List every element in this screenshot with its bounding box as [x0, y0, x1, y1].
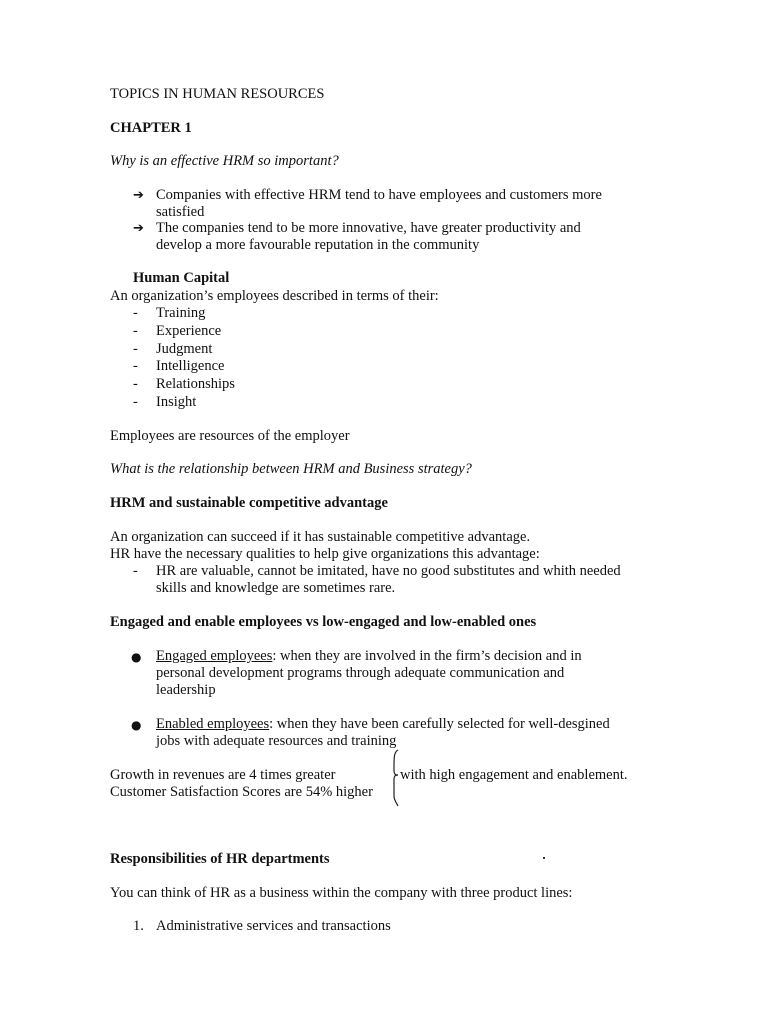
customer-satisfaction-text: Customer Satisfaction Scores are 54% higher — [110, 784, 373, 800]
list-item-text: jobs with adequate resources and training — [156, 733, 397, 749]
list-item-text — [156, 648, 582, 665]
list-item-text: HR are valuable, cannot be imitated, have no good substitutes and whith needed — [156, 563, 621, 579]
brace-annotation: with high engagement and enablement. — [400, 767, 628, 783]
list-item-text: Administrative services and transactions — [156, 918, 391, 934]
dash-marker: - — [133, 563, 138, 579]
dash-marker: - — [133, 394, 138, 410]
dash-marker: - — [133, 376, 138, 392]
term-definition: : when they are involved in the firm’s decision and in — [272, 648, 582, 664]
list-item-text: Companies with effective HRM tend to have employees and customers more — [156, 187, 602, 203]
section-heading-hrm-sca: HRM and sustainable competitive advantage — [110, 495, 388, 511]
list-item-text: satisfied — [156, 204, 205, 220]
list-item-text: leadership — [156, 682, 216, 698]
paragraph-line: HR have the necessary qualities to help give organizations this advantage: — [110, 546, 540, 562]
list-item-text: skills and knowledge are sometimes rare. — [156, 580, 396, 596]
list-item-text: Judgment — [156, 341, 213, 357]
list-item-text: Intelligence — [156, 358, 225, 374]
human-capital-intro: An organization’s employees described in terms of their: — [110, 288, 439, 304]
growth-revenues-text: Growth in revenues are 4 times greater — [110, 767, 336, 783]
section-heading-engaged: Engaged and enable employees vs low-engaged and low-enabled ones — [110, 614, 537, 630]
bullet-dot-icon: ● — [131, 650, 142, 664]
list-item-text: Relationships — [156, 376, 235, 392]
list-item-text: Insight — [156, 394, 197, 410]
list-item-text: The companies tend to be more innovative, have greater productivity and — [156, 220, 581, 236]
list-item-text: personal development programs through adequate communication and — [156, 665, 565, 681]
list-number: 1. — [133, 918, 144, 934]
section-heading-responsibilities: Responsibilities of HR departments — [110, 851, 330, 867]
arrow-right-icon: ➔ — [133, 188, 144, 203]
chapter-heading: CHAPTER 1 — [110, 120, 192, 136]
paragraph-line: An organization can succeed if it has sustainable competitive advantage. — [110, 529, 531, 545]
question-hrm-strategy: What is the relationship between HRM and Business strategy? — [110, 461, 472, 477]
arrow-right-icon: ➔ — [133, 221, 144, 236]
bullet-dot-icon: ● — [131, 718, 142, 732]
term-engaged-employees: Engaged employees — [156, 648, 273, 664]
term-enabled-employees: Enabled employees — [156, 716, 270, 732]
question-hrm-importance: Why is an effective HRM so important? — [110, 153, 339, 169]
term-definition: : when they have been carefully selected for well-desgined — [269, 716, 610, 732]
stray-dot-mark — [543, 857, 545, 859]
section-heading-human-capital: Human Capital — [133, 270, 230, 286]
dash-marker: - — [133, 305, 138, 321]
list-item-text: Training — [156, 305, 206, 321]
dash-marker: - — [133, 341, 138, 357]
list-item-text: develop a more favourable reputation in the community — [156, 237, 480, 253]
employees-resources-text: Employees are resources of the employer — [110, 428, 350, 444]
document-title: TOPICS IN HUMAN RESOURCES — [110, 86, 325, 102]
list-item-text: Experience — [156, 323, 222, 339]
dash-marker: - — [133, 323, 138, 339]
responsibilities-intro: You can think of HR as a business within the company with three product lines: — [110, 885, 573, 901]
list-item-text — [156, 716, 610, 733]
dash-marker: - — [133, 358, 138, 374]
